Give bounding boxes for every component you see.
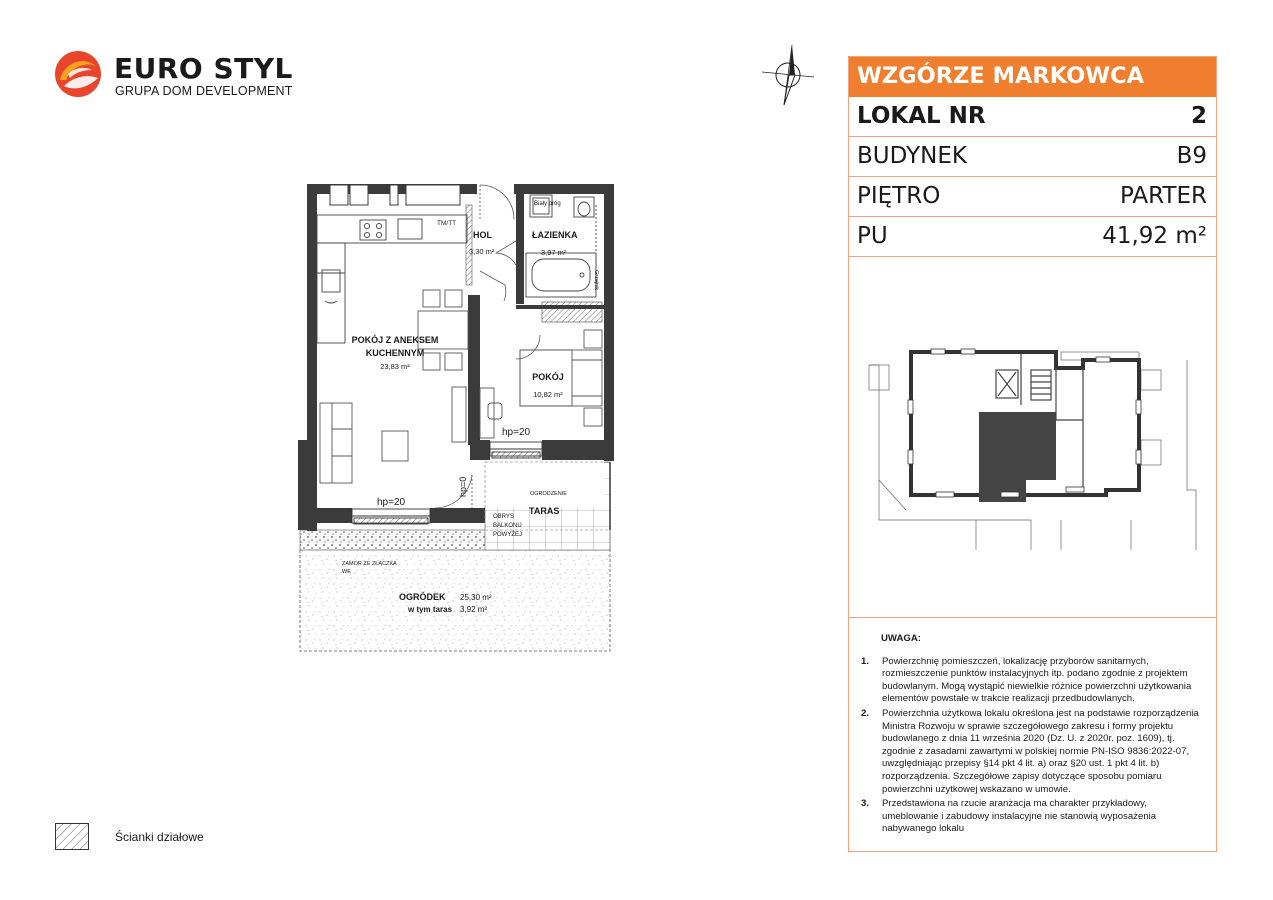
kitchen-appliance-label: TM/TT: [437, 220, 457, 227]
project-name: WZGÓRZE MARKOWCA: [857, 63, 1144, 89]
info-row-area: [849, 217, 1216, 257]
fence-label-2: WE: [342, 569, 351, 575]
building-key-plan: [861, 340, 1201, 550]
ogrodek-area: 25,30 m²: [460, 593, 492, 602]
lazienka-area: 3,97 m²: [541, 248, 567, 257]
pokoj-label: POKÓJ: [532, 372, 564, 382]
sill-label-2: hp=20: [502, 427, 531, 438]
info-row-floor: [849, 177, 1216, 217]
info-row-building: [849, 137, 1216, 177]
fence-label-1: ZAMOR ZE ZŁĄCZKA: [342, 561, 397, 567]
brand-logo: [54, 50, 294, 100]
living-room-label-1: POKÓJ Z ANEKSEM: [351, 335, 439, 345]
ogrodek-label: OGRÓDEK: [399, 592, 446, 602]
note-number: 2.: [861, 707, 870, 719]
taras-label: TARAS: [529, 506, 560, 516]
brand-subtitle: GRUPA DOM DEVELOPMENT: [115, 84, 293, 98]
sill-label-3: hp=0: [458, 476, 468, 497]
project-header: [849, 57, 1216, 97]
terrace-outline-label-2: BALKONU: [493, 523, 522, 529]
sill-label-1: hp=20: [377, 497, 406, 508]
note-item: [861, 656, 1206, 706]
note-text: Przedstawiona na rzucie aranżacja ma charakter przykładowy, umeblowanie i zabudowy instalacyjne nie stanowią wyposażenia nabywanego lokalu: [882, 798, 1157, 835]
note-number: 3.: [861, 798, 870, 810]
euro-styl-logo-icon: [54, 50, 102, 98]
info-row-unit: [849, 97, 1216, 137]
hol-label: HOL: [473, 230, 492, 240]
apartment-info-panel: [848, 56, 1217, 852]
building-label: BUDYNEK: [857, 143, 967, 169]
hol-area: 3,30 m²: [469, 247, 495, 256]
ogrodek-sub-area: 3,92 m²: [460, 605, 488, 614]
bath-threshold-label: Biały próg: [534, 201, 561, 207]
living-room-area: 23,83 m²: [380, 362, 410, 371]
pokoj-area: 10,82 m²: [533, 390, 563, 399]
note-item: [861, 798, 1206, 836]
floor-label: PIĘTRO: [857, 183, 941, 209]
notes-title: UWAGA:: [881, 633, 921, 644]
bath-side-label: Grzejnik: [593, 270, 599, 291]
panel-divider: [849, 617, 1216, 618]
terrace-outline-label-3: POWYŻEJ: [493, 532, 523, 538]
note-item: [861, 708, 1206, 796]
terrace-fence-label: OGRODZENIE: [530, 491, 567, 497]
highlighted-unit: [979, 412, 1056, 502]
ogrodek-sub-label: w tym taras: [408, 605, 453, 614]
unit-value: 2: [1190, 103, 1207, 129]
terrace-outline-label-1: OBRYS: [493, 514, 514, 520]
brand-name: EURO STYL: [114, 52, 293, 85]
lazienka-label: ŁAZIENKA: [532, 230, 578, 240]
area-value: 41,92 m²: [1102, 223, 1207, 249]
partition-wall-legend-icon: [55, 823, 89, 850]
north-arrow-icon: [758, 42, 818, 108]
note-text: Powierzchnię pomieszczeń, lokalizację przyborów sanitarnych, rozmieszczenie punktów instalacyjnych itp. podano zgodnie z projektem budowlanym. Mogą wystąpić niewielkie różnice powierzchni użytkowania elementów powstałe w trakcie realizacji przedbudowlanych.: [882, 655, 1192, 705]
legend-label: Ścianki działowe: [115, 830, 204, 844]
floor-value: PARTER: [1119, 183, 1207, 209]
living-room-label-2: KUCHENNYM: [365, 348, 425, 358]
floor-plan: [290, 175, 626, 657]
note-number: 1.: [861, 655, 870, 667]
note-text: Powierzchnia użytkowa lokalu określona jest na podstawie rozporządzenia Ministra Rozwoju w sprawie szczegółowego zakresu i formy projektu budowlanego z dnia 11 września 2020 (Dz. U. z 2020r. poz. 1609), tj. zgodnie z zasadami zawartymi w polskiej normie PN-ISO 9836:2022-07, uwzględniając przepisy §14 pkt 4 lit. a) oraz §20 ust. 1 pkt 4 lit. b) rozporządzenia. Szczegółowe zapisy dotyczące sposobu pomiaru powierzchni użytkowej wskazano w umowie.: [882, 707, 1199, 795]
notes-section: [861, 633, 1206, 838]
unit-label: LOKAL NR: [857, 103, 986, 129]
area-label: PU: [857, 223, 888, 249]
building-value: B9: [1176, 143, 1207, 169]
